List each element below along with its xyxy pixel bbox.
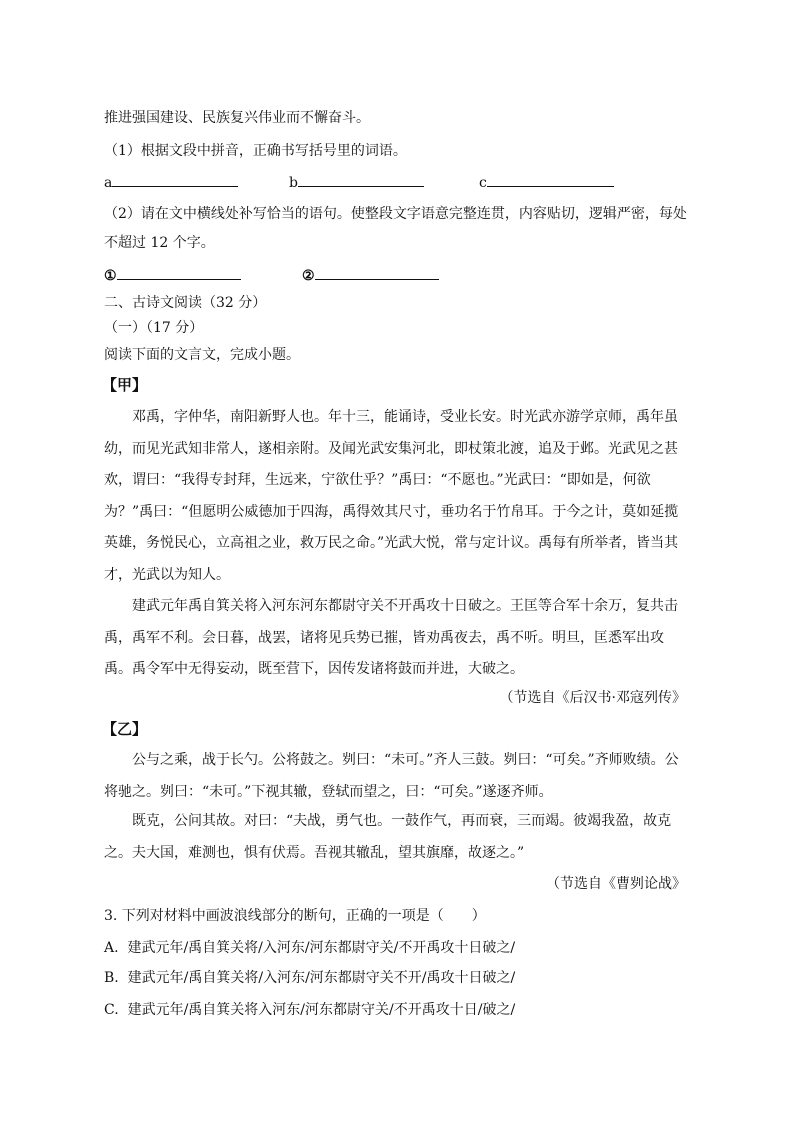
blank-a-row [104, 172, 238, 193]
blank-b-row [289, 172, 424, 193]
passage-yi-paragraph-1: 公与之乘，战于长勺。公将鼓之。刿曰：“未可。”齐人三鼓。刿曰：“可矣。”齐师败绩。公将驰之。刿曰：“未可。”下视其辙，登轼而望之，曰：“可矣。”遂逐齐师。 [104, 752, 679, 800]
blank-1-line[interactable] [117, 265, 241, 280]
blank-a-line[interactable] [112, 172, 238, 187]
option-c[interactable] [104, 1000, 515, 1020]
question-2-prompt-line2: 不超过 12 个字。 [104, 235, 215, 251]
question-2-prompt-line1: （2）请在文中横线处补写恰当的语句。使整段文字语意完整连贯，内容贴切，逻辑严密，每处 [104, 206, 687, 222]
option-a-letter: A. [104, 940, 119, 956]
blank-1-label: ① [104, 268, 117, 284]
blank-c-label: c [479, 175, 487, 191]
blank-a-label: a [104, 175, 113, 191]
option-b-letter: B. [104, 970, 119, 986]
option-b[interactable] [104, 968, 515, 988]
blank-2-row [302, 265, 439, 286]
subsection-title: （一）（17 分） [104, 320, 204, 336]
blank-c-row [479, 172, 614, 193]
intro-tail-text: 推进强国建设、民族复兴伟业而不懈奋斗。 [104, 110, 370, 126]
blank-b-label: b [289, 175, 298, 191]
question-1-prompt: （1）根据文段中拼音，正确书写括号里的词语。 [104, 143, 407, 159]
option-b-text: 建武元年/禹自箕关将/入河东/河东都尉守关不开/禹攻十日破之/ [127, 970, 516, 986]
passage-jia-paragraph-2: 建武元年禹自箕关将入河东河东都尉守关不开禹攻十日破之。王匡等合军十余万，复共击禹，禹军不利。会日暮，战罢，诸将见兵势已摧，皆劝禹夜去，禹不听。明旦，匡悉军出攻禹。禹令军中无得妄动，既至营下，因传发诸将鼓而并进，大破之。 [104, 598, 678, 677]
passage-yi-source: （节选自《曹刿论战》 [546, 876, 686, 892]
reading-instruction: 阅读下面的文言文，完成小题。 [104, 347, 300, 363]
option-a-text: 建武元年/禹自箕关将/入河东/河东都尉守关/不开禹攻十日破之/ [127, 940, 516, 956]
option-c-text: 建武元年/禹自箕关将入河东/河东都尉守关/不开禹攻十日/破之/ [127, 1002, 516, 1018]
passage-yi-label: 【乙】 [102, 720, 148, 738]
blank-1-row [104, 265, 241, 286]
section-title: 二、古诗文阅读（32 分） [104, 295, 267, 311]
blank-c-line[interactable] [487, 172, 614, 187]
passage-jia-source: （节选自《后汉书·邓寇列传》 [499, 690, 686, 706]
option-c-letter: C. [104, 1002, 119, 1018]
question-3-stem: 3. 下列对材料中画波浪线部分的断句，正确的一项是（ ） [104, 908, 486, 924]
passage-jia-paragraph-1: 邓禹，字仲华，南阳新野人也。年十三，能诵诗，受业长安。时光武亦游学京师，禹年虽幼，而见光武知非常人，遂相亲附。及闻光武安集河北，即杖策北渡，追及于邺。光武见之甚欢，谓曰：“我得专封拜，生远来，宁欲仕乎？”禹曰：“不愿也。”光武曰：“即如是，何欲为？”禹曰：“但愿明公威德加于四海，禹得效其尺寸，垂功名于竹帛耳。于今之计，莫如延揽英雄，务悦民心，立高祖之业，救万民之命。”光武大悦，常与定计议。禹每有所举者，皆当其才，光武以为知人。 [104, 409, 679, 583]
blank-b-line[interactable] [298, 172, 424, 187]
passage-jia-label: 【甲】 [102, 376, 148, 394]
passage-yi-paragraph-2: 既克，公问其故。对曰：“夫战，勇气也。一鼓作气，再而衰，三而竭。彼竭我盈，故克之。夫大国，难测也，惧有伏焉。吾视其辙乱，望其旗靡，故逐之。” [104, 813, 672, 861]
option-a[interactable] [104, 938, 515, 958]
blank-2-label: ② [302, 268, 315, 284]
blank-2-line[interactable] [315, 265, 439, 280]
